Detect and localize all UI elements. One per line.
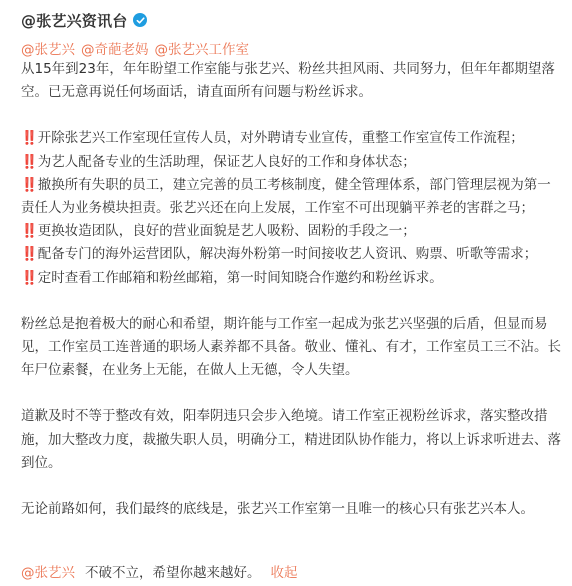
demand-item: ‼️开除张艺兴工作室现任宣传人员，对外聘请专业宣传，重整工作室宣传工作流程； bbox=[21, 130, 524, 147]
demand-item: ‼️配备专门的海外运营团队，解决海外粉第一时间接收艺人资讯、购票、听歌等需求； bbox=[21, 246, 538, 263]
paragraph-spacer bbox=[21, 475, 561, 498]
demand-item: ‼️定时查看工作邮箱和粉丝邮箱，第一时间知晓合作邀约和粉丝诉求。 bbox=[21, 269, 443, 286]
author-name[interactable]: @张艺兴资讯台 bbox=[21, 11, 128, 30]
post-paragraph: 粉丝总是抱着极大的耐心和希望，期许能与工作室一起成为张艺兴坚强的后盾，但显而易见，工作室员工连普通的职场人素养都不具备。敬业、懂礼、有才，工作室员工三不沾。长年尸位素餐，在业务上无能，在做人上无德，令人失望。 bbox=[21, 315, 561, 379]
demand-item: ‼️为艺人配备专业的生活助理，保证艺人良好的工作和身体状态； bbox=[21, 153, 416, 170]
mention-link[interactable]: @张艺兴工作室 bbox=[154, 42, 249, 58]
mention-list bbox=[21, 38, 249, 58]
footer-text: 不破不立，希望你越来越好。 bbox=[85, 565, 261, 581]
collapse-button[interactable]: 收起 bbox=[270, 565, 298, 581]
demand-item: ‼️更换妆造团队，良好的营业面貌是艺人吸粉、固粉的手段之一； bbox=[21, 223, 416, 240]
verified-badge-icon bbox=[133, 13, 147, 27]
demand-item: ‼️撤换所有失职的员工，建立完善的员工考核制度，健全管理体系，部门管理层视为第一责任人为业务模块担责。张艺兴还在向上发展，工作室不可出现躺平养老的害群之马； bbox=[21, 176, 551, 217]
post-footer bbox=[21, 563, 298, 583]
footer-mention-link[interactable]: @张艺兴 bbox=[21, 565, 75, 581]
post-body bbox=[21, 58, 561, 521]
mention-link[interactable]: @张艺兴 bbox=[21, 42, 75, 58]
post-paragraph: 道歉及时不等于整改有效，阳奉阴违只会步入绝境。请工作室正视粉丝诉求，落实整改措施，加大整改力度，裁撤失职人员，明确分工，精进团队协作能力，将以上诉求听进去、落到位。 bbox=[21, 408, 561, 471]
paragraph-spacer bbox=[21, 104, 561, 127]
paragraph-spacer bbox=[21, 290, 561, 313]
post-paragraph: 无论前路如何，我们最终的底线是，张艺兴工作室第一且唯一的核心只有张艺兴本人。 bbox=[21, 501, 534, 518]
post-header bbox=[21, 9, 147, 31]
mention-link[interactable]: @奇葩老妈 bbox=[81, 42, 149, 58]
paragraph-spacer bbox=[21, 382, 561, 405]
post-paragraph: 从15年到23年，年年盼望工作室能与张艺兴、粉丝共担风雨、共同努力，但年年都期望落空。已无意再说任何场面话，请直面所有问题与粉丝诉求。 bbox=[21, 61, 555, 101]
